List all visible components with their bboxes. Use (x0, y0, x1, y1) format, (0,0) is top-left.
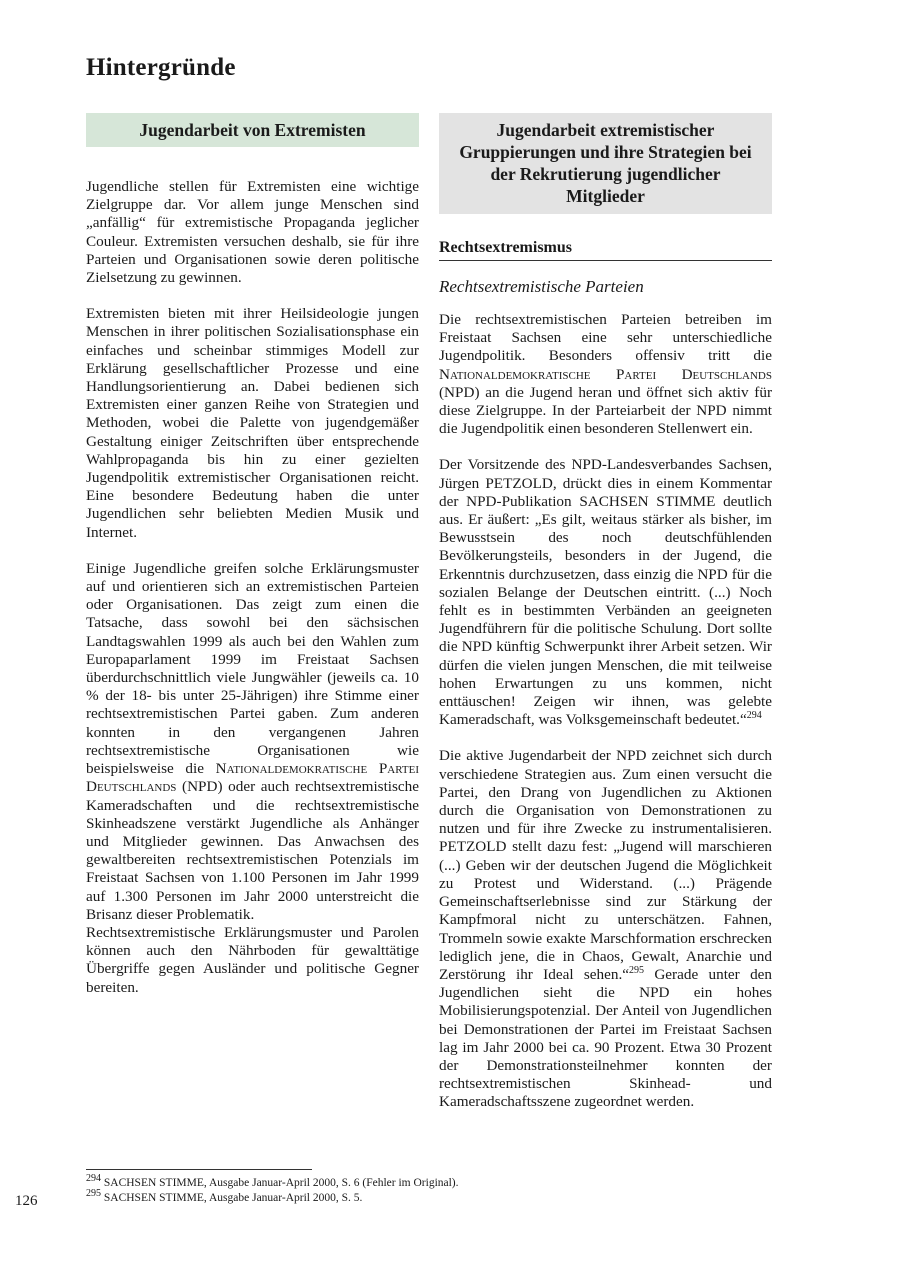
page-title: Hintergründe (86, 54, 236, 81)
section-heading: Rechtsextremismus (439, 239, 772, 261)
left-paragraph-3-part-1: Einige Jugendliche greifen solche Erklärungsmuster auf und orientieren sich an extremistischen Parteien oder Organisationen. Das zeigt zum einen die Tatsache, dass sowohl bei den sächsischen Landtagswahlen 1999 als auch bei den Wahlen zum Europaparlament 1999 im Freistaat Sachsen überdurchschnittlich viele Jungwähler (jeweils ca. 10 % der 18- bis unter 25-Jährigen) ihre Stimme einer rechtsextremistischen Partei gaben. Zum anderen konnten in den vergangenen Jahren rechtsextremistische Organisationen wie beispielsweise die (86, 559, 419, 778)
left-paragraph-1: Jugendliche stellen für Extremisten eine wichtige Zielgruppe dar. Vor allem junge Menschen sind „anfällig“ für extremistische Propaganda jeglicher Couleur. Extremisten versuchen deshalb, sie für ihre Parteien und Organisationen sowie deren politische Zielsetzung zu gewinnen. (86, 178, 419, 287)
right-box-title: Jugendarbeit extremistischer Gruppierungen und ihre Strategien bei der Rekrutierung jugendlicher Mitglieder (439, 113, 772, 214)
right-paragraph-3-part-2: Gerade unter den Jugendlichen sieht die NPD ein hohes Mobilisierungspotenzial. Der Anteil von Jugendlichen bei Demonstrationen der Partei im Freistaat Sachsen lag im Jahr 2000 bei ca. 90 Prozent. Etwa 30 Prozent der Demonstrationsteilnehmer konnten der rechtsextremistischen Skinhead- und Kameradschaftsszene zugeordnet werden. (439, 965, 772, 1111)
subsection-heading: Rechtsextremistische Parteien (439, 277, 644, 296)
right-paragraph-3 (439, 747, 772, 1111)
footnote-number: 294 (86, 1173, 101, 1185)
right-paragraph-1-part-2: (NPD) an die Jugend heran und öffnet sich aktiv für diese Zielgruppe. In der Parteiarbeit der NPD nimmt die Jugendpolitik einen besonderen Stellenwert ein. (439, 383, 772, 438)
footnote (86, 1188, 459, 1206)
party-name: Nationaldemokratische Partei Deutschlands (86, 760, 419, 796)
left-paragraph-2: Extremisten bieten mit ihrer Heilsideologie jungen Menschen in ihrer politischen Sozialisationsphase ein einfaches und scheinbar stimmiges Modell zur Erklärung gesellschaftlicher Prozesse und eine Handlungsorientierung an. Dabei bedienen sich Extremisten einer ganzen Reihe von Strategien und Methoden, wobei die Palette von jugendgemäßer Gestaltung einiger Zeitschriften über entsprechende Wahlpropaganda bis hin zu einer gezielten Jugendpolitik extremistischer Organisationen reicht. Eine besondere Bedeutung haben die unter Jugendlichen sehr beliebten Medien Musik und Internet. (86, 305, 419, 541)
right-paragraph-1 (439, 311, 772, 438)
left-paragraph-4: Rechtsextremistische Erklärungsmuster und Parolen können auch den Nährboden für gewalttätige Übergriffe gegen Ausländer und politische Gegner bereiten. (86, 923, 419, 996)
footnote-text: SACHSEN STIMME, Ausgabe Januar-April 2000, S. 6 (Fehler im Original). (103, 1177, 459, 1189)
footnote-divider (86, 1169, 312, 1170)
footnote-ref-294[interactable]: 294 (746, 710, 762, 722)
page-number: 126 (15, 1193, 38, 1209)
right-paragraph-1-part-1: Die rechtsextremistischen Parteien betreiben im Freistaat Sachsen eine sehr unterschiedliche Jugendpolitik. Besonders offensiv tritt die (439, 311, 772, 365)
left-paragraph-3 (86, 560, 419, 924)
left-paragraph-3-part-2: (NPD) oder auch rechtsextremistische Kameradschaften und die rechtsextremistische Skinheadszene verstärkt Jugendliche als Anhänger und Mitglieder gewinnen. Das Anwachsen des gewaltbereiten rechtsextremistischen Potenzials im Freistaat Sachsen von 1.100 Personen im Jahr 1999 auf 1.300 Personen im Jahr 2000 unterstreicht die Brisanz dieser Problematik. (86, 778, 419, 923)
footnote (86, 1173, 459, 1191)
party-name: Nationaldemokratische Partei Deutschlands (439, 365, 772, 383)
footnote-ref-295[interactable]: 295 (629, 964, 644, 976)
right-paragraph-2-text: Der Vorsitzende des NPD-Landesverbandes Sachsen, Jürgen PETZOLD, drückt dies in einem Kommentar der NPD-Publikation SACHSEN STIMME deutlich aus. Er äußert: „Es gilt, weitaus stärker als bisher, im Bewusstsein des noch deutschfühlenden Bevölkerungsteils, besonders in der Jugend, die Erkenntnis durchzusetzen, dass einzig die NPD für die sozialen Belange der Deutschen eintritt. (...) Noch fehlt es in bestimmten Verbänden an geeigneten Jugendführern für die politische Schulung. Dort sollte die NPD künftig Schwerpunkt ihrer Arbeit setzen. Wir dürfen die vielen jungen Menschen, die mit teilweise hohen Erwartungen zu uns kommen, nicht enttäuschen! Zeigen wir ihnen, was gelebte Kameradschaft, was Volksgemeinschaft bedeutet.“ (439, 456, 772, 729)
footnote-number: 295 (86, 1188, 101, 1200)
footnotes (86, 1173, 459, 1206)
left-column (86, 113, 419, 997)
footnote-text: SACHSEN STIMME, Ausgabe Januar-April 2000, S. 5. (103, 1192, 363, 1204)
right-column (439, 113, 772, 1112)
right-paragraph-3-part-1: Die aktive Jugendarbeit der NPD zeichnet sich durch verschiedene Strategien aus. Zum einen versucht die Partei, den Drang von Jugendlichen zu Aktionen durch die Organisation von Demonstrationen zu nutzen und für ihre Zwecke zu instrumentalisieren. PETZOLD stellt dazu fest: „Jugend will marschieren (...) Geben wir der deutschen Jugend die Möglichkeit zu Protest und Widerstand. (...) Prägende Gemeinschaftserlebnisse sind zur Stärkung der Kampfmoral nicht zu unterschätzen. Fahnen, Trommeln sowie exakte Marschformation erschrecken lediglich jene, die in Chaos, Gewalt, Anarchie und Zerstörung ihr Ideal sehen.“ (439, 747, 772, 983)
left-box-title: Jugendarbeit von Extremisten (86, 113, 419, 147)
right-paragraph-2 (439, 456, 772, 729)
